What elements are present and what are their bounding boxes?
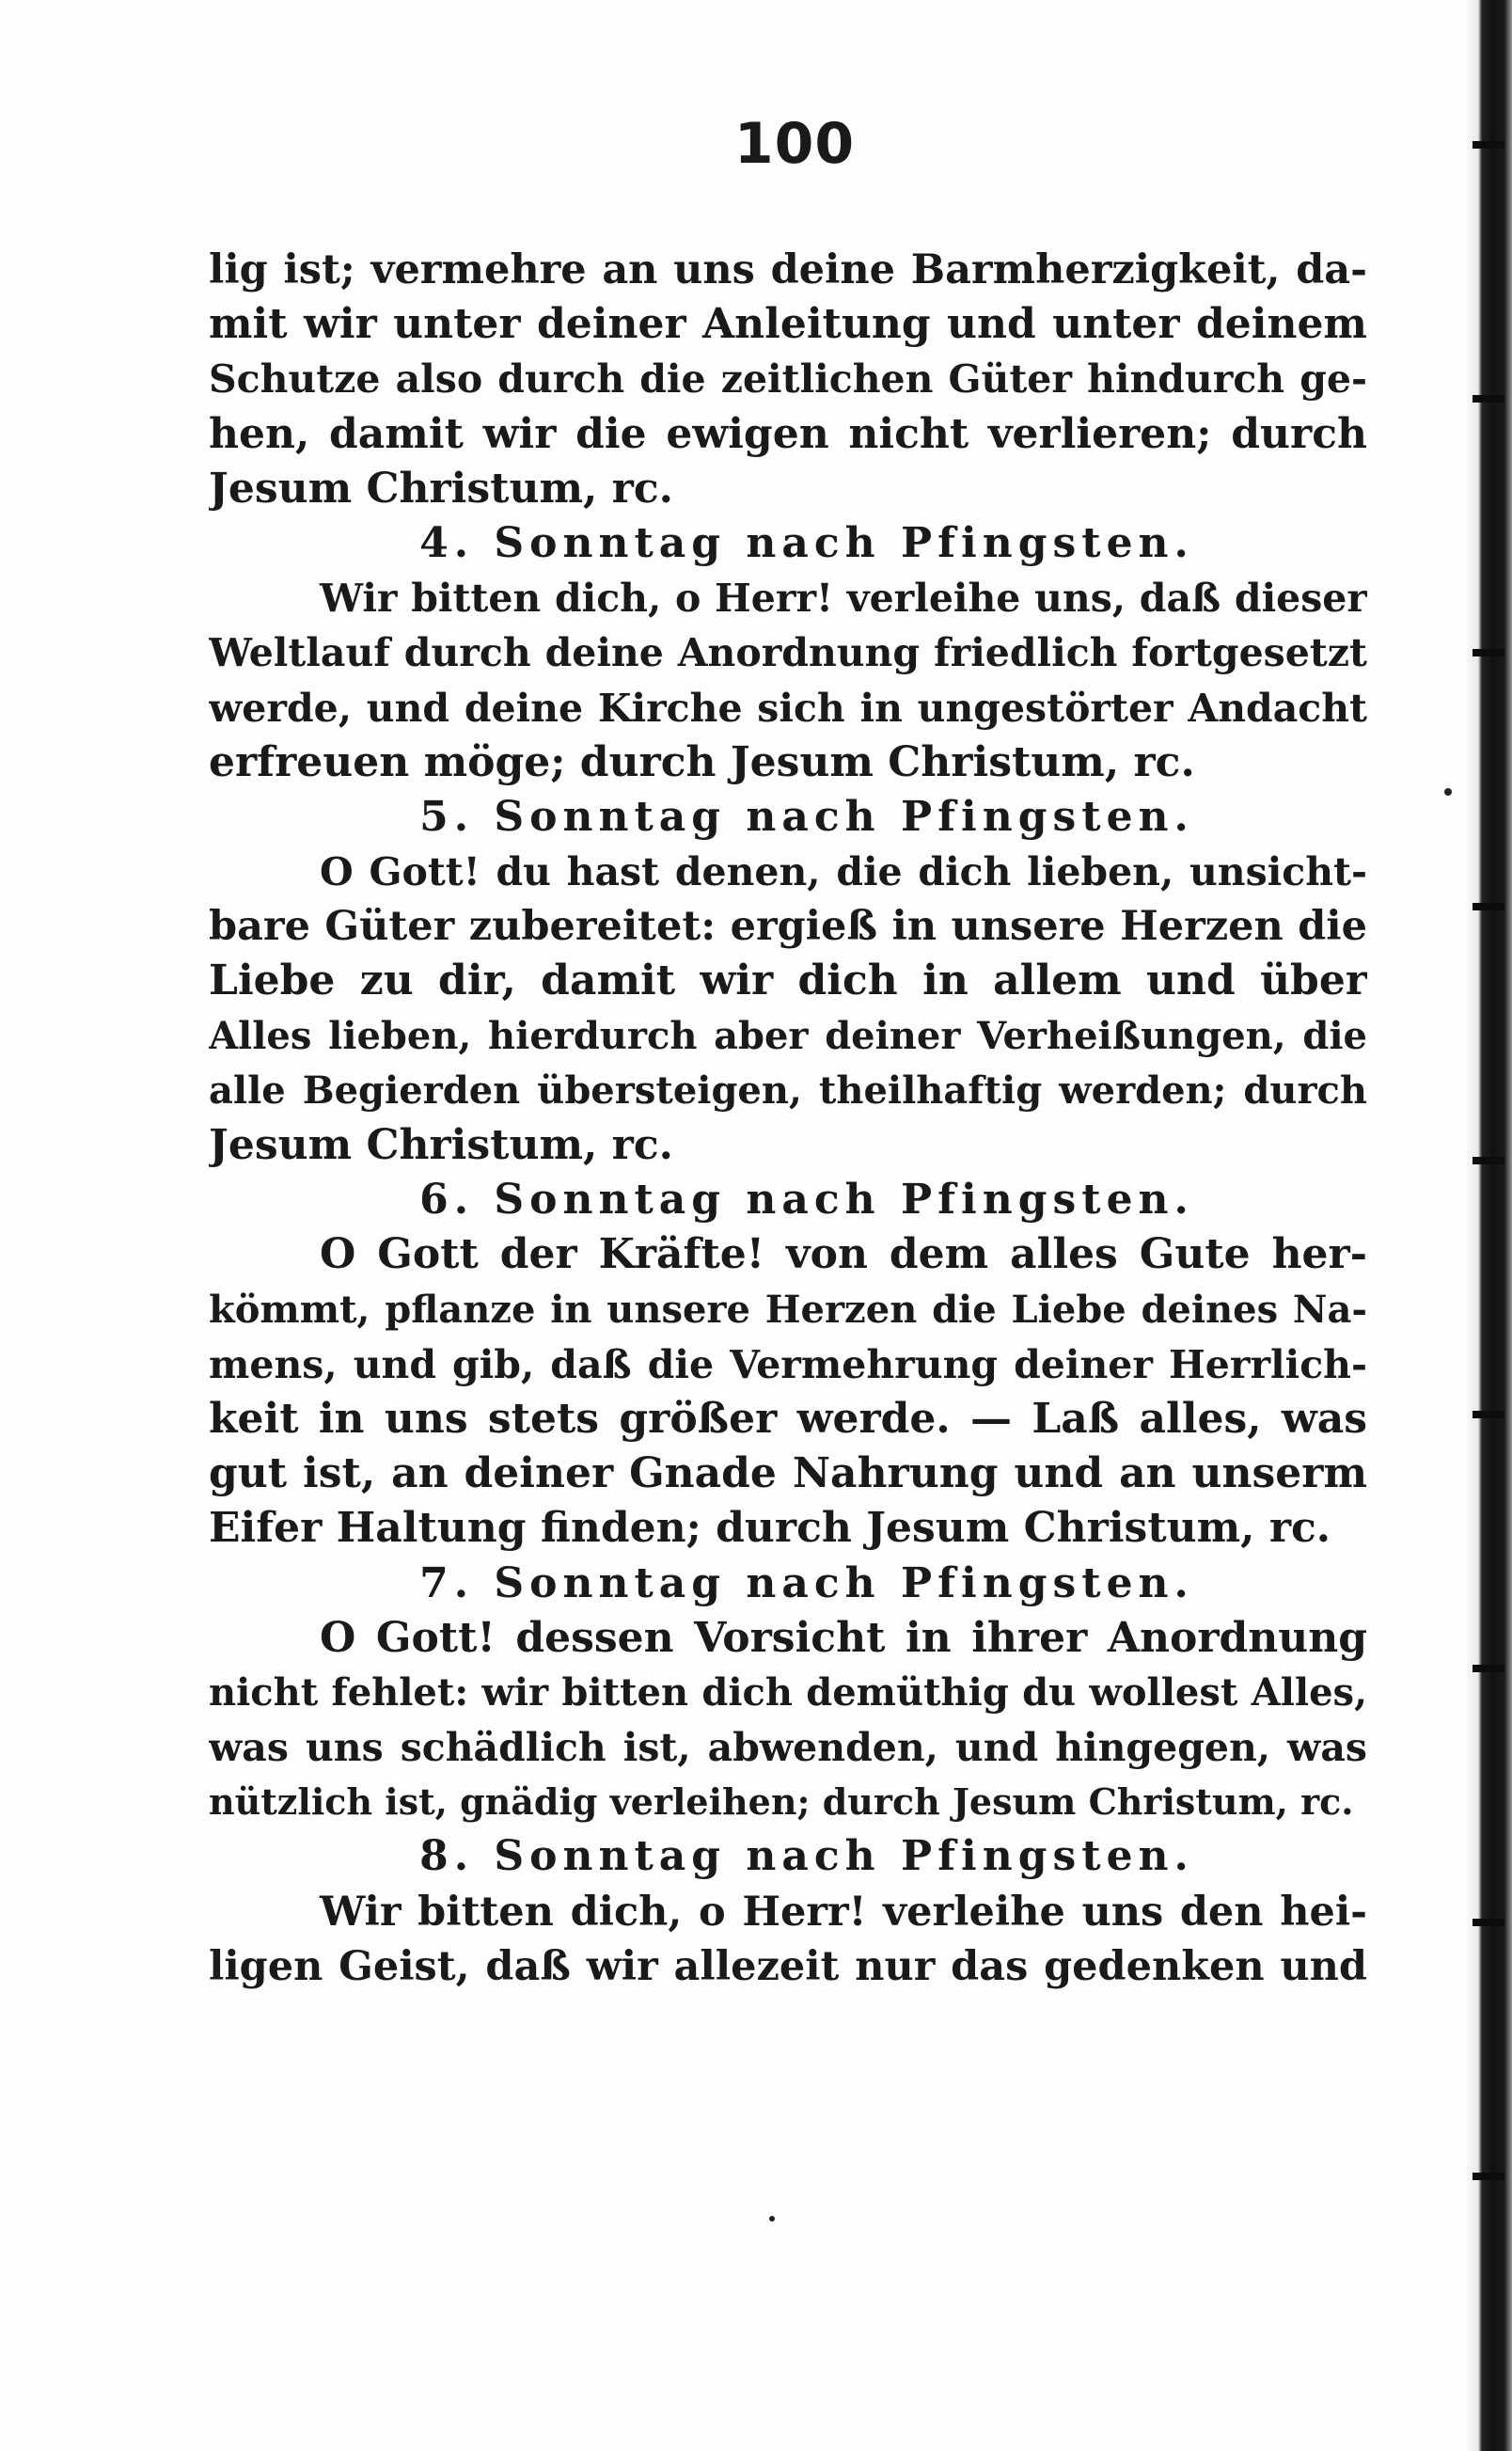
text-line: Alles lieben, hierdurch aber deiner Verheißungen, die [209, 1013, 1367, 1058]
section-heading: 8. Sonntag nach Pfingsten. [419, 1832, 1194, 1881]
spine-tick [1473, 1665, 1504, 1672]
text-line: keit in uns stets größer werde. — Laß alles, was [209, 1394, 1367, 1443]
spine-tick [1473, 649, 1504, 656]
spine-tick [1473, 903, 1504, 910]
text-line: Wir bitten dich, o Herr! verleihe uns, daß dieser [320, 576, 1367, 622]
text-line: O Gott der Kräfte! von dem alles Gute her- [320, 1230, 1367, 1279]
text-line: mens, und gib, daß die Vermehrung deiner Herrlich- [209, 1341, 1367, 1387]
prayer-paragraph [209, 243, 1367, 516]
section-heading: 4. Sonntag nach Pfingsten. [419, 518, 1194, 567]
spine-tick [1473, 395, 1504, 403]
book-spine-edge [1465, 0, 1512, 2451]
text-line: ligen Geist, daß wir allezeit nur das gedenken und [209, 1942, 1367, 1990]
section-heading: 6. Sonntag nach Pfingsten. [419, 1176, 1194, 1225]
prayer-paragraph [209, 845, 1367, 1173]
text-line: lig ist; vermehre an uns deine Barmherzigkeit, da- [209, 246, 1367, 293]
text-line: werde, und deine Kirche sich in ungestörter Andacht [209, 685, 1367, 731]
text-line: alle Begierden übersteigen, theilhaftig werden; durch [209, 1067, 1367, 1113]
prayer-paragraph [209, 1611, 1367, 1830]
text-line: nützlich ist, gnädig verleihen; durch Jesum Christum, rc. [209, 1780, 1354, 1824]
text-line: hen, damit wir die ewigen nicht verlieren; durch [209, 409, 1367, 458]
text-line: bare Güter zubereitet: ergieß in unsere Herzen die [209, 903, 1367, 951]
prayer-paragraph [209, 571, 1367, 790]
text-line: Schutze also durch die zeitlichen Güter hindurch ge- [209, 356, 1367, 403]
text-line: kömmt, pflanze in unsere Herzen die Liebe deines Na- [209, 1287, 1367, 1332]
text-line: O Gott! du hast denen, die dich lieben, unsicht- [320, 849, 1367, 895]
spine-tick [1473, 2173, 1504, 2180]
prayer-paragraph [209, 1227, 1367, 1556]
text-line: nicht fehlet: wir bitten dich demüthig du wollest Alles, [209, 1669, 1367, 1715]
prayer-paragraph [209, 1885, 1367, 1994]
text-line: Eifer Haltung finden; durch Jesum Christum, rc. [209, 1504, 1331, 1553]
spine-tick [1473, 1157, 1504, 1164]
page-number: 100 [733, 111, 856, 177]
section-heading: 5. Sonntag nach Pfingsten. [419, 792, 1194, 841]
print-speck [769, 2216, 775, 2222]
text-line: was uns schädlich ist, abwenden, und hingegen, was [209, 1725, 1367, 1771]
section-heading: 7. Sonntag nach Pfingsten. [419, 1558, 1194, 1607]
text-line: Weltlauf durch deine Anordnung friedlich fortgesetzt [209, 630, 1367, 676]
page-text [209, 243, 1367, 1994]
text-line: Jesum Christum, rc. [209, 1121, 673, 1169]
text-line: Jesum Christum, rc. [209, 464, 673, 513]
print-speck [1444, 788, 1452, 796]
text-line: erfreuen möge; durch Jesum Christum, rc. [209, 737, 1195, 786]
text-line: O Gott! dessen Vorsicht in ihrer Anordnung [320, 1613, 1367, 1662]
text-line: gut ist, an deiner Gnade Nahrung und an unserm [209, 1449, 1367, 1498]
spine-tick [1473, 1919, 1504, 1926]
spine-tick [1473, 1411, 1504, 1418]
text-line: Wir bitten dich, o Herr! verleihe uns den hei- [320, 1888, 1367, 1936]
text-line: mit wir unter deiner Anleitung und unter deinem [209, 300, 1367, 349]
text-line: Liebe zu dir, damit wir dich in allem und über [209, 957, 1367, 1005]
spine-tick [1473, 141, 1504, 149]
